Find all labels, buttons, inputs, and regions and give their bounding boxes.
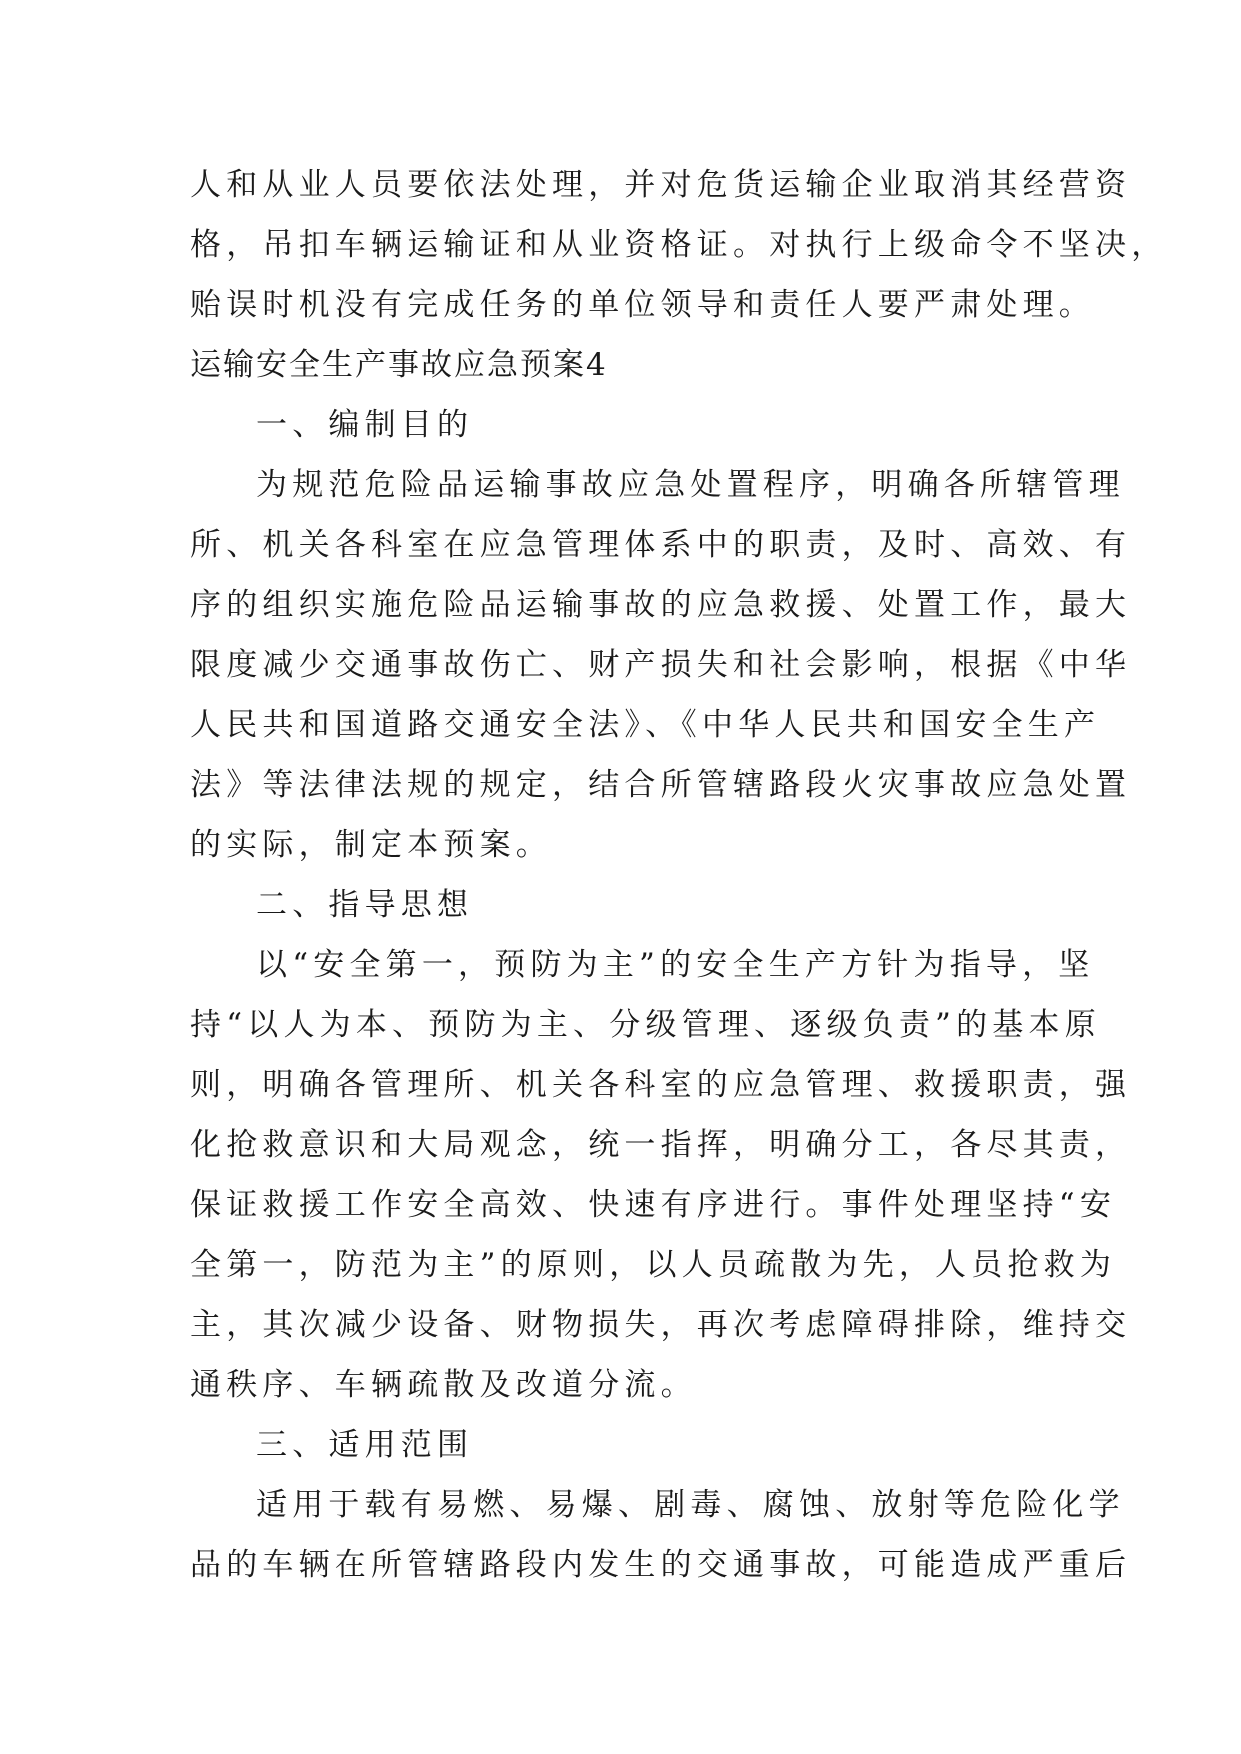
text-line: 则，明确各管理所、机关各科室的应急管理、救援职责，强: [190, 1067, 1132, 1103]
text-line: 贻误时机没有完成任务的单位领导和责任人要严肃处理。: [190, 287, 1095, 323]
text-line: 人和从业人员要依法处理，并对危货运输企业取消其经营资: [190, 167, 1132, 203]
text-line: 法》等法律法规的规定，结合所管辖路段火灾事故应急处置: [190, 767, 1132, 803]
text-line: 为规范危险品运输事故应急处置程序，明确各所辖管理: [256, 467, 1125, 503]
text-line: 序的组织实施危险品运输事故的应急救援、处置工作，最大: [190, 587, 1132, 623]
heading-guiding-ideology: 二、指导思想: [256, 887, 474, 923]
text-line: 保证救援工作安全高效、快速有序进行。事件处理坚持“安: [190, 1187, 1117, 1223]
heading-scope: 三、适用范围: [256, 1427, 474, 1463]
section-title: 运输安全生产事故应急预案4: [190, 347, 608, 383]
text-line: 适用于载有易燃、易爆、剧毒、腐蚀、放射等危险化学: [256, 1487, 1125, 1523]
text-line: 化抢救意识和大局观念，统一指挥，明确分工，各尽其责，: [190, 1127, 1132, 1163]
text-line: 以“安全第一，预防为主”的安全生产方针为指导，坚: [256, 947, 1095, 983]
text-line: 格，吊扣车辆运输证和从业资格证。对执行上级命令不坚决，: [190, 227, 1168, 263]
heading-purpose: 一、编制目的: [256, 407, 474, 443]
text-line: 的实际，制定本预案。: [190, 827, 552, 863]
text-line: 限度减少交通事故伤亡、财产损失和社会影响，根据《中华: [190, 647, 1132, 683]
text-line: 通秩序、车辆疏散及改道分流。: [190, 1367, 697, 1403]
document-body: [190, 155, 1168, 1595]
text-line: 持“以人为本、预防为主、分级管理、逐级负责”的基本原: [190, 1007, 1101, 1043]
text-line: 人民共和国道路交通安全法》、《中华人民共和国安全生产: [190, 707, 1101, 743]
text-line: 所、机关各科室在应急管理体系中的职责，及时、高效、有: [190, 527, 1132, 563]
text-line: 主，其次减少设备、财物损失，再次考虑障碍排除，维持交: [190, 1307, 1132, 1343]
text-line: 品的车辆在所管辖路段内发生的交通事故，可能造成严重后: [190, 1547, 1132, 1583]
text-line: 全第一，防范为主”的原则，以人员疏散为先，人员抢救为: [190, 1247, 1117, 1283]
